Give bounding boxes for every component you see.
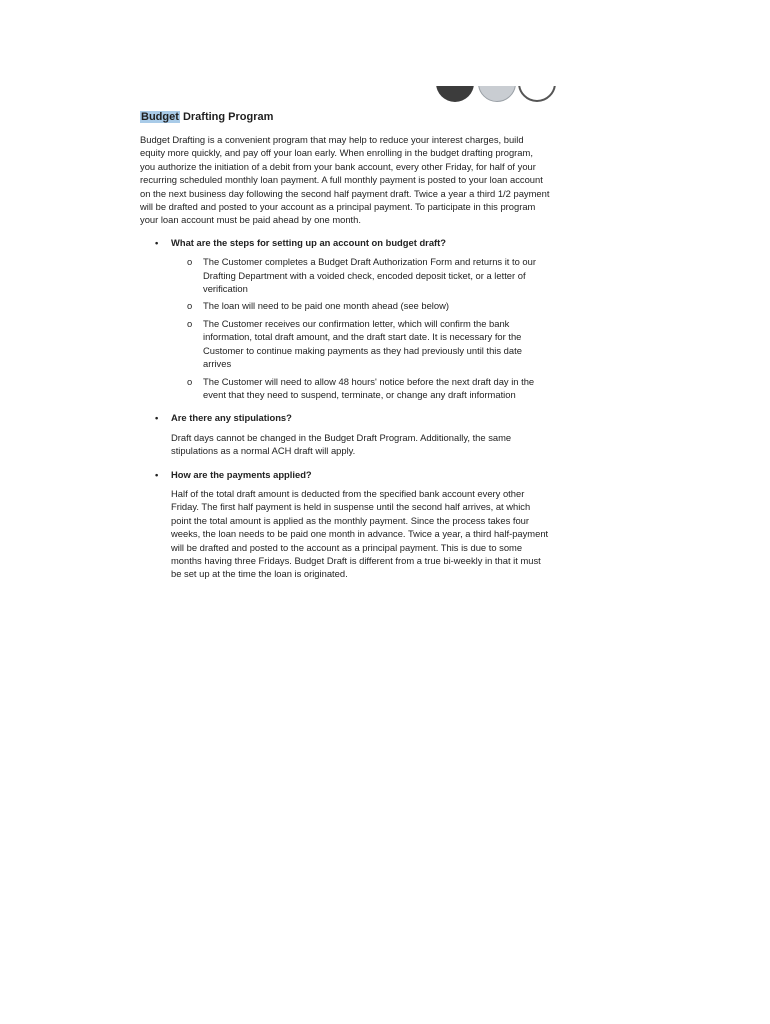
bullet-icon: • xyxy=(155,236,159,248)
logo-circle-light xyxy=(478,86,516,102)
sub-bullet-icon: o xyxy=(187,375,193,387)
logo-circle-outline xyxy=(518,86,556,102)
step-text: The Customer completes a Budget Draft Authorization Form and returns it to our Drafting Department with a voided check, encoded deposit ticket, or a letter of verification xyxy=(203,256,536,295)
step-text: The Customer receives our confirmation letter, which will confirm the bank information, total draft amount, and the draft start date. It is necessary for the Customer to continue making payments as they had previously until this date arrives xyxy=(203,317,522,370)
list-item xyxy=(187,255,550,295)
faq-section-payments xyxy=(140,468,550,581)
list-item xyxy=(187,299,550,312)
logo-circle-dark xyxy=(436,86,474,102)
step-text: The Customer will need to allow 48 hours' notice before the next draft day in the event that they need to suspend, terminate, or change any draft information xyxy=(203,375,535,400)
faq-section-stipulations xyxy=(140,411,550,457)
list-item xyxy=(187,317,550,371)
logo-fragment xyxy=(436,86,556,108)
sub-bullet-icon: o xyxy=(187,300,193,312)
step-text: The loan will need to be paid one month ahead (see below) xyxy=(203,300,449,312)
title-highlighted-word: Budget xyxy=(141,111,179,123)
bullet-icon: • xyxy=(155,468,159,480)
sub-bullet-icon: o xyxy=(187,256,193,268)
faq-question: How are the payments applied? xyxy=(171,468,312,480)
bullet-icon: • xyxy=(155,412,159,424)
faq-question: Are there any stipulations? xyxy=(171,412,292,424)
steps-list xyxy=(171,255,550,401)
page-title xyxy=(140,110,550,124)
intro-paragraph: Budget Drafting is a convenient program that may help to reduce your interest charges, build equity more quickly, and pay off your loan early. When enrolling in the budget drafting program, you authorize the initiation of a debit from your bank account, every other Friday, for half of your recurring scheduled monthly loan payment. A full monthly payment is posted to your loan account on the next business day following the second half payment draft. Twice a year a third 1/2 payment will be drafted and posted to your account as a principal payment. To participate in this program your loan account must be paid ahead by one month. xyxy=(140,134,550,226)
document-page xyxy=(140,110,550,591)
faq-answer: Half of the total draft amount is deducted from the specified bank account every other Friday. The first half payment is held in suspense until the second half arrives, at which point the total amount is applied as the monthly payment. Since the process takes four weeks, the loan needs to be paid one month in advance. Twice a year, a third half-payment will be drafted and posted to the account as a principal payment. This is due to some months having three Fridays. Budget Draft is different from a true bi-weekly in that it must be set up at the time the loan is originated. xyxy=(171,487,549,580)
faq-section-setup xyxy=(140,236,550,401)
sub-bullet-icon: o xyxy=(187,317,193,329)
faq-answer: Draft days cannot be changed in the Budget Draft Program. Additionally, the same stipulations as a normal ACH draft will apply. xyxy=(171,431,512,457)
list-item xyxy=(187,375,550,402)
title-rest: Drafting Program xyxy=(179,111,274,123)
faq-question: What are the steps for setting up an account on budget draft? xyxy=(171,236,447,248)
